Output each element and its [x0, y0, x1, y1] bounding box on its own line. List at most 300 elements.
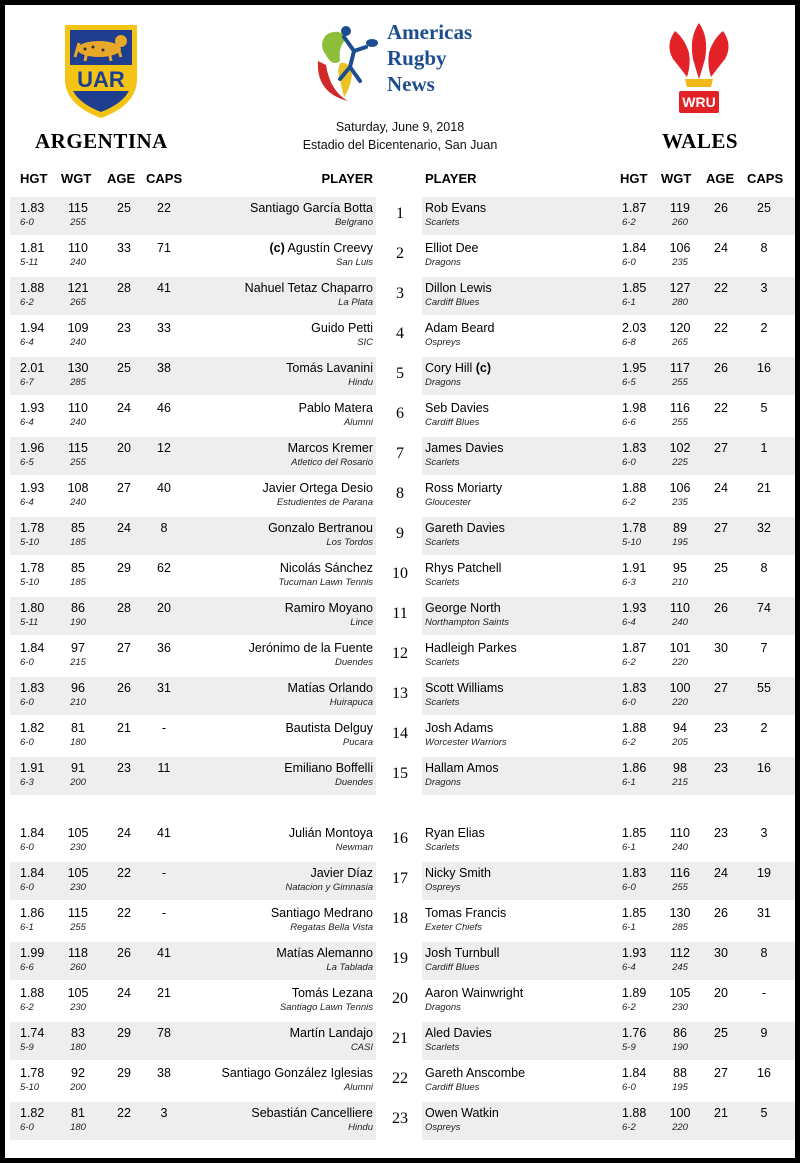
away-height-m: 1.89 [622, 986, 647, 1000]
table-row [5, 476, 795, 516]
home-player-header: PLAYER [321, 171, 373, 186]
away-weight-lb: 255 [672, 882, 688, 893]
jersey-number: 18 [392, 910, 408, 927]
home-weight-kg: 105 [67, 866, 89, 880]
home-height-ft: 6-0 [20, 657, 34, 668]
wru-badge-text: WRU [682, 94, 716, 110]
away-height-ft: 6-1 [622, 777, 636, 788]
away-weight-lb: 280 [672, 297, 688, 308]
away-player-club: Ospreys [425, 882, 461, 893]
home-weight-lb: 185 [70, 577, 86, 588]
away-player-name [425, 481, 502, 495]
home-height-ft: 6-3 [20, 777, 34, 788]
home-caps: 21 [157, 986, 171, 1000]
table-row [5, 516, 795, 556]
home-age: 24 [117, 826, 131, 840]
match-date: Saturday, June 9, 2018 [335, 120, 465, 134]
away-player-club: Cardiff Blues [425, 962, 480, 973]
away-player-name-text: Hallam Amos [425, 761, 499, 775]
away-height-ft: 6-3 [622, 577, 636, 588]
home-weight-kg: 115 [68, 441, 88, 455]
away-height-ft: 6-2 [622, 657, 636, 668]
away-caps: 8 [760, 946, 768, 960]
home-weight-kg: 110 [68, 401, 88, 415]
table-row [5, 236, 795, 276]
away-player-name-text: Josh Turnbull [425, 946, 500, 960]
home-player-name-text: Tomás Lavanini [286, 361, 373, 375]
home-caps: 8 [160, 521, 168, 535]
away-team-name: WALES [662, 129, 739, 153]
home-weight-kg: 81 [71, 1106, 85, 1120]
home-age: 27 [117, 641, 131, 655]
table-row [5, 436, 795, 476]
away-height-m: 1.84 [622, 241, 647, 255]
home-player-name-text: Pablo Matera [298, 401, 373, 415]
home-player-club: CASI [350, 1042, 373, 1053]
home-player-name-text: Santiago García Botta [250, 201, 373, 215]
away-player-name-text: Aaron Wainwright [425, 986, 524, 1000]
away-caps: 31 [757, 906, 771, 920]
home-player-name-text: Agustín Creevy [287, 241, 373, 255]
home-caps: 33 [157, 321, 171, 335]
table-row [5, 356, 795, 396]
away-caps: 9 [760, 1026, 768, 1040]
home-player-name [285, 721, 373, 735]
away-player-name [425, 946, 499, 960]
away-caps: 1 [760, 441, 768, 455]
away-height-ft: 6-6 [622, 417, 636, 428]
away-player-name [425, 641, 517, 655]
home-weight-kg: 118 [68, 946, 88, 960]
captain-mark: (c) [269, 241, 285, 255]
away-caps: 8 [760, 241, 768, 255]
away-player-header: PLAYER [425, 171, 477, 186]
away-player-club: Exeter Chiefs [425, 922, 483, 933]
jersey-number: 1 [396, 205, 404, 222]
home-height-ft: 6-0 [20, 1122, 34, 1133]
jersey-number: 9 [396, 525, 404, 542]
away-weight-kg: 102 [669, 441, 691, 455]
away-player-name [425, 866, 491, 880]
home-age: 20 [117, 441, 131, 455]
away-weight-kg: 101 [669, 641, 691, 655]
table-row [5, 556, 795, 596]
away-height-m: 1.76 [622, 1026, 647, 1040]
home-weight-kg: 110 [68, 241, 88, 255]
away-weight-kg: 116 [670, 401, 690, 415]
away-player-name-text: Owen Watkin [425, 1106, 499, 1120]
home-player-name [288, 441, 373, 455]
jersey-number: 8 [396, 485, 404, 502]
away-weight-lb: 195 [672, 1082, 688, 1093]
away-height-m: 1.91 [622, 561, 647, 575]
away-height-m: 1.85 [622, 281, 647, 295]
away-weight-lb: 235 [672, 257, 688, 268]
away-player-name-text: Ross Moriarty [425, 481, 503, 495]
table-row [5, 716, 795, 756]
home-height-m: 1.84 [20, 866, 45, 880]
away-player-name-text: Gareth Anscombe [425, 1066, 526, 1080]
away-caps: 25 [757, 201, 771, 215]
home-height-m: 1.80 [20, 601, 45, 615]
away-height-ft: 6-4 [622, 617, 636, 628]
away-age: 24 [714, 866, 728, 880]
table-row [5, 396, 795, 436]
home-weight-kg: 83 [71, 1026, 85, 1040]
home-player-name [271, 906, 373, 920]
home-player-name [269, 241, 373, 255]
away-weight-kg: 120 [669, 321, 691, 335]
home-player-name [250, 201, 373, 215]
away-age: 26 [714, 601, 728, 615]
away-player-name-text: Tomas Francis [425, 906, 507, 920]
away-weight-lb: 255 [672, 417, 688, 428]
home-height-m: 1.99 [20, 946, 45, 960]
home-player-club: Duendes [334, 777, 373, 788]
home-player-club: Lince [350, 617, 373, 628]
arn-logo-text [387, 19, 472, 97]
jersey-number: 5 [396, 365, 404, 382]
home-height-m: 1.82 [20, 721, 45, 735]
home-player-name-text: Martín Landajo [289, 1026, 373, 1040]
home-caps: - [161, 721, 167, 735]
home-player-club: Newman [335, 842, 373, 853]
away-player-club: Dragons [425, 257, 461, 268]
away-weight-kg: 110 [670, 601, 690, 615]
home-player-name-text: Julián Montoya [288, 826, 373, 840]
away-player-club: Worcester Warriors [425, 737, 507, 748]
home-height-m: 1.96 [20, 441, 45, 455]
home-height-ft: 5-11 [20, 257, 39, 268]
jersey-number: 4 [396, 325, 404, 342]
uar-shield-icon [61, 21, 141, 121]
home-age: 28 [117, 281, 131, 295]
home-weight-lb: 210 [70, 697, 86, 708]
table-row [5, 981, 795, 1021]
jersey-number: 21 [392, 1030, 408, 1047]
away-height-m: 1.98 [622, 401, 647, 415]
home-height-ft: 6-5 [20, 457, 34, 468]
home-age: 24 [117, 986, 131, 1000]
away-age: 24 [714, 241, 728, 255]
away-weight-lb: 285 [672, 922, 688, 933]
home-player-name [251, 1106, 373, 1120]
home-height-m: 1.91 [20, 761, 45, 775]
away-player-name-text: Gareth Davies [425, 521, 505, 535]
away-height-m: 1.83 [622, 441, 647, 455]
away-player-club: Scarlets [425, 577, 460, 588]
away-player-name [425, 1106, 499, 1120]
home-height-m: 1.78 [20, 561, 45, 575]
home-weight-kg: 97 [71, 641, 85, 655]
home-player-name [249, 641, 373, 655]
away-weight-lb: 190 [672, 1042, 688, 1053]
away-age: 20 [714, 986, 728, 1000]
away-height-m: 1.78 [622, 521, 647, 535]
jersey-number: 14 [392, 725, 408, 742]
captain-mark: (c) [475, 361, 491, 375]
home-weight-kg: 105 [67, 986, 89, 1000]
away-height-ft: 6-1 [622, 297, 636, 308]
away-height-m: 1.83 [622, 681, 647, 695]
home-age: 22 [117, 866, 131, 880]
away-weight-lb: 215 [672, 777, 688, 788]
home-player-name-text: Javier Díaz [310, 866, 373, 880]
home-height-m: 1.78 [20, 521, 45, 535]
home-age: 24 [117, 521, 131, 535]
away-age: 27 [714, 521, 728, 535]
home-height-ft: 5-11 [20, 617, 39, 628]
away-player-club: Dragons [425, 377, 461, 388]
away-player-club: Scarlets [425, 217, 460, 228]
away-height-m: 1.88 [622, 1106, 647, 1120]
home-age: 25 [117, 361, 131, 375]
home-height-m: 1.86 [20, 906, 45, 920]
away-player-name-text: James Davies [425, 441, 504, 455]
away-hgt-header: HGT [620, 171, 648, 186]
away-player-name [425, 1066, 525, 1080]
home-height-m: 1.78 [20, 1066, 45, 1080]
home-caps: 62 [157, 561, 171, 575]
away-player-name [425, 281, 492, 295]
home-age: 22 [117, 1106, 131, 1120]
away-age: 23 [714, 761, 728, 775]
home-player-name-text: Javier Ortega Desio [262, 481, 373, 495]
away-player-club: Northampton Saints [425, 617, 509, 628]
jersey-number: 15 [392, 765, 408, 782]
away-player-name [425, 441, 504, 455]
home-height-m: 1.81 [20, 241, 45, 255]
away-caps: - [761, 986, 767, 1000]
table-row [5, 941, 795, 981]
away-height-ft: 6-5 [622, 377, 636, 388]
away-age: 22 [714, 281, 728, 295]
home-age: 22 [117, 906, 131, 920]
away-weight-kg: 89 [673, 521, 687, 535]
away-player-club: Scarlets [425, 657, 460, 668]
arn-logo [310, 21, 390, 105]
away-height-ft: 6-1 [622, 842, 636, 853]
home-height-m: 1.83 [20, 201, 45, 215]
home-caps: 40 [157, 481, 171, 495]
home-age: 23 [117, 761, 131, 775]
home-player-name-text: Bautista Delguy [285, 721, 373, 735]
away-age: 26 [714, 361, 728, 375]
away-height-m: 1.95 [622, 361, 647, 375]
away-age: 25 [714, 1026, 728, 1040]
away-weight-kg: 130 [669, 906, 691, 920]
home-age: 21 [117, 721, 131, 735]
home-caps: 41 [157, 946, 171, 960]
away-caps: 16 [757, 361, 771, 375]
home-age: 29 [117, 561, 131, 575]
away-weight-kg: 94 [673, 721, 687, 735]
away-height-ft: 6-1 [622, 922, 636, 933]
home-age: 29 [117, 1026, 131, 1040]
away-height-m: 1.85 [622, 906, 647, 920]
home-player-name [310, 866, 373, 880]
away-player-club: Gloucester [425, 497, 471, 508]
home-height-ft: 6-0 [20, 882, 34, 893]
home-age: 26 [117, 946, 131, 960]
away-player-name [425, 201, 486, 215]
home-weight-kg: 85 [71, 521, 85, 535]
away-player-name [425, 401, 489, 415]
home-player-club: Natacion y Gimnasia [285, 882, 373, 893]
home-player-club: San Luis [336, 257, 373, 268]
home-caps: 41 [157, 281, 171, 295]
home-weight-lb: 200 [70, 777, 86, 788]
home-player-name-text: Gonzalo Bertranou [268, 521, 373, 535]
away-age: 25 [714, 561, 728, 575]
home-caps: 22 [157, 201, 171, 215]
home-caps: 38 [157, 361, 171, 375]
table-row [5, 676, 795, 716]
home-weight-kg: 105 [67, 826, 89, 840]
away-weight-lb: 230 [672, 1002, 688, 1013]
away-height-ft: 6-0 [622, 882, 636, 893]
table-row [5, 276, 795, 316]
away-player-name-text: Seb Davies [425, 401, 489, 415]
home-height-ft: 5-10 [20, 1082, 40, 1093]
table-row [5, 1061, 795, 1101]
away-weight-kg: 112 [670, 946, 690, 960]
home-weight-kg: 91 [71, 761, 85, 775]
table-row [5, 861, 795, 901]
away-player-name [425, 321, 494, 335]
away-player-name [425, 681, 503, 695]
away-caps: 55 [757, 681, 771, 695]
home-weight-lb: 230 [70, 842, 86, 853]
away-player-name-text: Aled Davies [425, 1026, 492, 1040]
home-weight-kg: 86 [71, 601, 85, 615]
away-caps: 19 [757, 866, 771, 880]
away-caps: 5 [760, 1106, 768, 1120]
home-height-ft: 6-2 [20, 1002, 34, 1013]
home-player-club: Hindu [348, 1122, 373, 1133]
home-caps: 46 [157, 401, 171, 415]
home-player-club: SIC [357, 337, 373, 348]
home-player-name [276, 946, 373, 960]
away-player-name-text: Cory Hill [425, 361, 473, 375]
home-player-club: Tucuman Lawn Tennis [278, 577, 373, 588]
away-wgt-header: WGT [661, 171, 692, 186]
home-height-ft: 6-0 [20, 697, 34, 708]
table-row [5, 316, 795, 356]
home-player-name-text: Sebastián Cancelliere [251, 1106, 373, 1120]
away-height-ft: 6-0 [622, 697, 636, 708]
home-height-ft: 6-6 [20, 962, 34, 973]
away-weight-lb: 240 [672, 617, 688, 628]
away-weight-lb: 220 [672, 697, 688, 708]
home-player-name-text: Nahuel Tetaz Chaparro [244, 281, 373, 295]
away-player-name [425, 1026, 492, 1040]
table-row [5, 1101, 795, 1141]
home-weight-lb: 240 [70, 337, 86, 348]
home-weight-lb: 230 [70, 882, 86, 893]
away-weight-kg: 106 [669, 481, 691, 495]
home-caps: 78 [157, 1026, 171, 1040]
away-height-m: 1.84 [622, 1066, 647, 1080]
away-weight-lb: 220 [672, 1122, 688, 1133]
home-player-club: Pucara [342, 737, 373, 748]
home-height-ft: 6-7 [20, 377, 34, 388]
home-caps: 31 [157, 681, 171, 695]
home-height-m: 1.88 [20, 986, 45, 1000]
home-player-club: Estudientes de Parana [276, 497, 373, 508]
away-age: 26 [714, 906, 728, 920]
arn-logo-icon [310, 21, 390, 105]
home-player-club: Atletico del Rosario [291, 457, 373, 468]
home-caps: 41 [157, 826, 171, 840]
away-weight-lb: 240 [672, 842, 688, 853]
away-age: 30 [714, 946, 728, 960]
jersey-number: 7 [396, 445, 404, 462]
away-age: 21 [714, 1106, 728, 1120]
away-player-club: Ospreys [425, 337, 461, 348]
away-weight-kg: 106 [669, 241, 691, 255]
away-player-name-text: Adam Beard [425, 321, 495, 335]
jersey-number: 12 [392, 645, 408, 662]
away-age: 24 [714, 481, 728, 495]
home-player-club: La Plata [338, 297, 373, 308]
home-player-name-text: Matías Orlando [287, 681, 373, 695]
home-height-m: 1.94 [20, 321, 45, 335]
away-age: 30 [714, 641, 728, 655]
jersey-number: 22 [392, 1070, 408, 1087]
home-player-name [285, 601, 373, 615]
home-weight-lb: 265 [70, 297, 86, 308]
home-player-name-text: Marcos Kremer [287, 441, 373, 455]
away-player-name [425, 761, 499, 775]
home-player-name-text: Matías Alemanno [276, 946, 373, 960]
home-height-ft: 5-10 [20, 537, 40, 548]
jersey-number: 20 [392, 990, 408, 1007]
home-height-m: 1.93 [20, 401, 45, 415]
jersey-number: 6 [396, 405, 404, 422]
home-weight-lb: 215 [70, 657, 86, 668]
table-row [5, 196, 795, 236]
uar-badge [61, 21, 141, 121]
home-weight-lb: 180 [70, 737, 86, 748]
away-weight-kg: 86 [673, 1026, 687, 1040]
match-venue: Estadio del Bicentenario, San Juan [302, 138, 498, 152]
away-height-m: 1.88 [622, 721, 647, 735]
home-weight-kg: 92 [71, 1066, 85, 1080]
away-player-name-text: Rob Evans [425, 201, 487, 215]
away-weight-lb: 255 [672, 377, 688, 388]
away-weight-kg: 88 [673, 1066, 687, 1080]
home-player-club: Santiago Lawn Tennis [279, 1002, 373, 1013]
home-height-ft: 6-4 [20, 337, 34, 348]
away-age: 22 [714, 321, 728, 335]
wru-badge [661, 19, 737, 123]
logo-line-2: Rugby [387, 46, 447, 70]
home-age: 23 [117, 321, 131, 335]
away-player-club: Ospreys [425, 1122, 461, 1133]
home-weight-lb: 255 [70, 217, 86, 228]
home-weight-lb: 180 [70, 1042, 86, 1053]
home-player-name-text: Emiliano Boffelli [284, 761, 373, 775]
home-weight-lb: 200 [70, 1082, 86, 1093]
home-player-name [284, 761, 373, 775]
away-age: 27 [714, 681, 728, 695]
home-age: 27 [117, 481, 131, 495]
away-player-name [425, 906, 506, 920]
home-player-club: Duendes [334, 657, 373, 668]
logo-line-3: News [387, 72, 435, 96]
jersey-number: 17 [392, 870, 408, 887]
